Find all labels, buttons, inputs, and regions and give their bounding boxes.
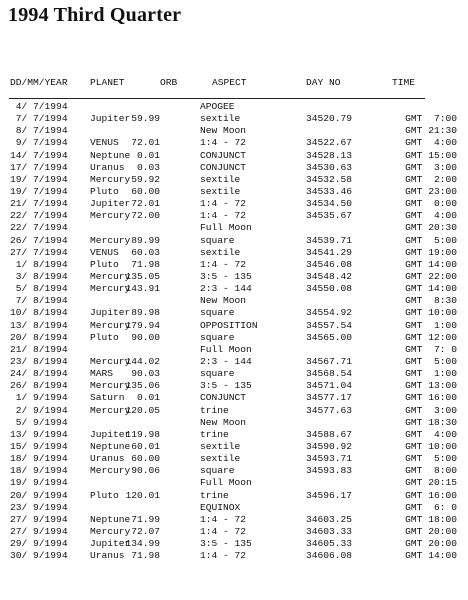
table-row [0, 417, 468, 429]
cell-planet: Neptune [90, 149, 131, 161]
cell-orb: 120.01 [125, 489, 160, 501]
cell-date: 22/ 7/1994 [10, 210, 68, 222]
cell-day-no: 34588.67 [306, 428, 353, 440]
cell-date: 24/ 8/1994 [10, 368, 68, 380]
cell-day-no: 34522.67 [306, 137, 353, 149]
cell-orb: 60.00 [131, 453, 160, 465]
cell-time: GMT 6: 0 [405, 501, 457, 513]
header-divider [9, 98, 425, 99]
cell-date: 19/ 7/1994 [10, 173, 68, 185]
cell-time: GMT 8:00 [405, 465, 457, 477]
cell-aspect: square [200, 331, 235, 343]
table-row [0, 320, 468, 332]
cell-time: GMT 14:00 [405, 283, 457, 295]
cell-orb: 143.91 [125, 283, 160, 295]
cell-planet: Mercury [90, 355, 131, 367]
cell-orb: 0.03 [136, 161, 160, 173]
cell-time: GMT 4:00 [405, 428, 457, 440]
cell-time: GMT 1:00 [405, 319, 457, 331]
header-planet: PLANET [90, 77, 125, 88]
cell-orb: 71.98 [131, 258, 160, 270]
cell-orb: 144.02 [125, 355, 160, 367]
table-row [0, 295, 468, 307]
table-row [0, 429, 468, 441]
cell-date: 18/ 9/1994 [10, 453, 68, 465]
table-row [0, 125, 468, 137]
cell-aspect: 1:4 - 72 [200, 137, 247, 149]
cell-date: 14/ 7/1994 [10, 149, 68, 161]
cell-aspect: trine [200, 404, 229, 416]
cell-aspect: 1:4 - 72 [200, 550, 247, 562]
cell-date: 10/ 8/1994 [10, 307, 68, 319]
cell-time: GMT 4:00 [405, 137, 457, 149]
cell-aspect: CONJUNCT [200, 392, 247, 404]
cell-orb: 0.01 [136, 392, 160, 404]
cell-planet: MARS [90, 368, 114, 380]
cell-planet: Mercury [90, 465, 131, 477]
cell-time: GMT 10:00 [405, 307, 457, 319]
cell-time: GMT 20:00 [405, 538, 457, 550]
table-row [0, 405, 468, 417]
cell-orb: 60.03 [131, 246, 160, 258]
cell-day-no: 34554.92 [306, 307, 353, 319]
cell-orb: 90.03 [131, 368, 160, 380]
cell-date: 13/ 9/1994 [10, 428, 68, 440]
table-row [0, 101, 468, 113]
cell-aspect: Full Moon [200, 222, 252, 234]
table-row [0, 113, 468, 125]
cell-day-no: 34530.63 [306, 161, 353, 173]
cell-orb: 60.01 [131, 440, 160, 452]
cell-day-no: 34565.00 [306, 331, 353, 343]
cell-date: 19/ 9/1994 [10, 477, 68, 489]
cell-aspect: sextile [200, 453, 241, 465]
cell-date: 26/ 7/1994 [10, 234, 68, 246]
cell-aspect: New Moon [200, 416, 247, 428]
cell-time: GMT 13:00 [405, 380, 457, 392]
cell-orb: 59.99 [131, 113, 160, 125]
cell-date: 27/ 7/1994 [10, 246, 68, 258]
header-date: DD/MM/YEAR [10, 77, 68, 88]
cell-aspect: 3:5 - 135 [200, 270, 252, 282]
cell-aspect: 1:4 - 72 [200, 513, 247, 525]
cell-aspect: trine [200, 489, 229, 501]
cell-day-no: 34571.04 [306, 380, 353, 392]
cell-planet: Neptune [90, 513, 131, 525]
cell-day-no: 34603.33 [306, 525, 353, 537]
table-body [0, 101, 468, 562]
cell-day-no: 34535.67 [306, 210, 353, 222]
table-row [0, 453, 468, 465]
cell-time: GMT 16:00 [405, 489, 457, 501]
cell-planet: Mercury [90, 234, 131, 246]
cell-time: GMT 14:00 [405, 550, 457, 562]
cell-planet: Jupiter [90, 428, 131, 440]
cell-aspect: 2:3 - 144 [200, 283, 252, 295]
cell-day-no: 34596.17 [306, 489, 353, 501]
table-row [0, 307, 468, 319]
cell-aspect: Full Moon [200, 343, 252, 355]
cell-date: 4/ 7/1994 [10, 101, 68, 112]
cell-aspect: 1:4 - 72 [200, 525, 247, 537]
cell-orb: 71.98 [131, 550, 160, 562]
cell-planet: Neptune [90, 440, 131, 452]
cell-planet: Mercury [90, 210, 131, 222]
table-row [0, 174, 468, 186]
cell-planet: Mercury [90, 525, 131, 537]
cell-planet: Pluto [90, 185, 119, 197]
cell-orb: 135.06 [125, 380, 160, 392]
cell-aspect: CONJUNCT [200, 161, 247, 173]
cell-time: GMT 8:30 [405, 295, 457, 307]
table-row [0, 356, 468, 368]
cell-time: GMT 5:00 [405, 453, 457, 465]
cell-planet: Uranus [90, 161, 125, 173]
cell-orb: 72.01 [131, 198, 160, 210]
cell-orb: 120.05 [125, 404, 160, 416]
cell-aspect: New Moon [200, 125, 247, 137]
cell-time: GMT 22:00 [405, 270, 457, 282]
cell-day-no: 34590.92 [306, 440, 353, 452]
cell-planet: Pluto [90, 258, 119, 270]
cell-time: GMT 2:00 [405, 173, 457, 185]
cell-aspect: 1:4 - 72 [200, 198, 247, 210]
cell-day-no: 34593.83 [306, 465, 353, 477]
cell-date: 22/ 7/1994 [10, 222, 68, 234]
cell-day-no: 34567.71 [306, 355, 353, 367]
cell-day-no: 34528.13 [306, 149, 353, 161]
cell-planet: Mercury [90, 173, 131, 185]
cell-aspect: square [200, 234, 235, 246]
cell-aspect: sextile [200, 185, 241, 197]
table-row [0, 210, 468, 222]
cell-planet: VENUS [90, 137, 119, 149]
cell-planet: Mercury [90, 319, 131, 331]
cell-time: GMT 12:00 [405, 331, 457, 343]
table-row [0, 198, 468, 210]
cell-date: 30/ 9/1994 [10, 550, 68, 562]
table-row [0, 344, 468, 356]
cell-date: 1/ 8/1994 [10, 258, 68, 270]
cell-date: 8/ 7/1994 [10, 125, 68, 137]
cell-time: GMT 10:00 [405, 440, 457, 452]
cell-orb: 72.00 [131, 210, 160, 222]
cell-time: GMT 3:00 [405, 404, 457, 416]
cell-planet: Jupiter [90, 113, 131, 125]
cell-date: 26/ 8/1994 [10, 380, 68, 392]
cell-time: GMT 20:00 [405, 525, 457, 537]
cell-day-no: 34539.71 [306, 234, 353, 246]
cell-date: 20/ 9/1994 [10, 489, 68, 501]
cell-time: GMT 7: 0 [405, 343, 457, 355]
cell-date: 3/ 8/1994 [10, 270, 68, 282]
cell-day-no: 34532.58 [306, 173, 353, 185]
header-orb: ORB [160, 77, 178, 88]
cell-planet: Mercury [90, 404, 131, 416]
cell-planet: Uranus [90, 453, 125, 465]
cell-time: GMT 1:00 [405, 368, 457, 380]
cell-date: 17/ 7/1994 [10, 161, 68, 173]
cell-planet: VENUS [90, 246, 119, 258]
table-row [0, 283, 468, 295]
table-row [0, 235, 468, 247]
header-time: TIME [392, 77, 416, 88]
header-day-no: DAY NO [306, 77, 341, 88]
cell-aspect: New Moon [200, 295, 247, 307]
cell-date: 21/ 8/1994 [10, 343, 68, 355]
cell-aspect: OPPOSITION [200, 319, 258, 331]
header-aspect: ASPECT [212, 77, 247, 88]
cell-time: GMT 18:30 [405, 416, 457, 428]
cell-aspect: 3:5 - 135 [200, 380, 252, 392]
cell-time: GMT 20:30 [405, 222, 457, 234]
table-row [0, 186, 468, 198]
cell-planet: Saturn [90, 392, 125, 404]
cell-aspect: sextile [200, 440, 241, 452]
cell-aspect: APOGEE [200, 101, 235, 112]
cell-aspect: sextile [200, 113, 241, 125]
table-row [0, 441, 468, 453]
cell-date: 2/ 9/1994 [10, 404, 68, 416]
cell-aspect: 2:3 - 144 [200, 355, 252, 367]
cell-time: GMT 0:00 [405, 198, 457, 210]
cell-day-no: 34541.29 [306, 246, 353, 258]
cell-planet: Mercury [90, 380, 131, 392]
table-row [0, 150, 468, 162]
cell-day-no: 34520.79 [306, 113, 353, 125]
cell-orb: 89.99 [131, 234, 160, 246]
cell-time: GMT 5:00 [405, 355, 457, 367]
cell-day-no: 34533.46 [306, 185, 353, 197]
cell-time: GMT 3:00 [405, 161, 457, 173]
cell-day-no: 34550.08 [306, 283, 353, 295]
cell-date: 7/ 7/1994 [10, 113, 68, 125]
cell-date: 27/ 9/1994 [10, 525, 68, 537]
cell-planet: Pluto [90, 331, 119, 343]
cell-date: 18/ 9/1994 [10, 465, 68, 477]
cell-day-no: 34548.42 [306, 270, 353, 282]
cell-orb: 89.98 [131, 307, 160, 319]
cell-orb: 119.98 [125, 428, 160, 440]
table-row [0, 477, 468, 489]
cell-day-no: 34593.71 [306, 453, 353, 465]
table-header [0, 77, 468, 89]
cell-aspect: square [200, 465, 235, 477]
table-row [0, 514, 468, 526]
table-row [0, 465, 468, 477]
table-row [0, 380, 468, 392]
cell-time: GMT 15:00 [405, 149, 457, 161]
cell-time: GMT 7:00 [405, 113, 457, 125]
cell-date: 5/ 9/1994 [10, 416, 68, 428]
cell-time: GMT 21:30 [405, 125, 457, 137]
table-row [0, 137, 468, 149]
cell-date: 13/ 8/1994 [10, 319, 68, 331]
cell-date: 7/ 8/1994 [10, 295, 68, 307]
table-row [0, 538, 468, 550]
cell-planet: Pluto [90, 489, 119, 501]
page-title: 1994 Third Quarter [8, 4, 182, 26]
cell-date: 29/ 9/1994 [10, 538, 68, 550]
cell-time: GMT 23:00 [405, 185, 457, 197]
cell-planet: Jupiter [90, 307, 131, 319]
cell-date: 15/ 9/1994 [10, 440, 68, 452]
cell-orb: 135.05 [125, 270, 160, 282]
cell-aspect: sextile [200, 173, 241, 185]
cell-date: 1/ 9/1994 [10, 392, 68, 404]
cell-aspect: trine [200, 428, 229, 440]
table-row [0, 259, 468, 271]
cell-date: 27/ 9/1994 [10, 513, 68, 525]
cell-planet: Jupiter [90, 198, 131, 210]
cell-time: GMT 16:00 [405, 392, 457, 404]
cell-aspect: Full Moon [200, 477, 252, 489]
cell-planet: Jupiter [90, 538, 131, 550]
cell-date: 21/ 7/1994 [10, 198, 68, 210]
table-row [0, 162, 468, 174]
cell-day-no: 34577.17 [306, 392, 353, 404]
cell-aspect: sextile [200, 246, 241, 258]
cell-planet: Mercury [90, 270, 131, 282]
cell-aspect: 3:5 - 135 [200, 538, 252, 550]
cell-aspect: 1:4 - 72 [200, 258, 247, 270]
cell-date: 5/ 8/1994 [10, 283, 68, 295]
table-row [0, 222, 468, 234]
cell-planet: Mercury [90, 283, 131, 295]
cell-date: 23/ 9/1994 [10, 501, 68, 513]
cell-aspect: EQUINOX [200, 501, 241, 513]
cell-orb: 60.00 [131, 185, 160, 197]
table-row [0, 526, 468, 538]
cell-aspect: square [200, 368, 235, 380]
cell-orb: 0.01 [136, 149, 160, 161]
cell-time: GMT 4:00 [405, 210, 457, 222]
cell-day-no: 34534.50 [306, 198, 353, 210]
cell-day-no: 34606.08 [306, 550, 353, 562]
cell-day-no: 34546.08 [306, 258, 353, 270]
cell-date: 23/ 8/1994 [10, 355, 68, 367]
table-row [0, 247, 468, 259]
cell-date: 9/ 7/1994 [10, 137, 68, 149]
cell-orb: 71.99 [131, 513, 160, 525]
cell-orb: 72.07 [131, 525, 160, 537]
cell-day-no: 34568.54 [306, 368, 353, 380]
table-row [0, 332, 468, 344]
cell-orb: 90.06 [131, 465, 160, 477]
cell-day-no: 34577.63 [306, 404, 353, 416]
cell-time: GMT 20:15 [405, 477, 457, 489]
cell-date: 20/ 8/1994 [10, 331, 68, 343]
cell-planet: Uranus [90, 550, 125, 562]
cell-orb: 59.92 [131, 173, 160, 185]
cell-time: GMT 18:00 [405, 513, 457, 525]
cell-day-no: 34603.25 [306, 513, 353, 525]
cell-orb: 90.00 [131, 331, 160, 343]
cell-orb: 72.01 [131, 137, 160, 149]
cell-aspect: 1:4 - 72 [200, 210, 247, 222]
table-row [0, 392, 468, 404]
cell-orb: 134.99 [125, 538, 160, 550]
table-row [0, 271, 468, 283]
cell-date: 19/ 7/1994 [10, 185, 68, 197]
cell-day-no: 34605.33 [306, 538, 353, 550]
cell-aspect: square [200, 307, 235, 319]
table-row [0, 502, 468, 514]
table-row [0, 368, 468, 380]
cell-day-no: 34557.54 [306, 319, 353, 331]
cell-time: GMT 14:00 [405, 258, 457, 270]
cell-time: GMT 19:00 [405, 246, 457, 258]
cell-time: GMT 5:00 [405, 234, 457, 246]
cell-aspect: CONJUNCT [200, 149, 247, 161]
table-row [0, 550, 468, 562]
table-row [0, 490, 468, 502]
cell-orb: 179.94 [125, 319, 160, 331]
